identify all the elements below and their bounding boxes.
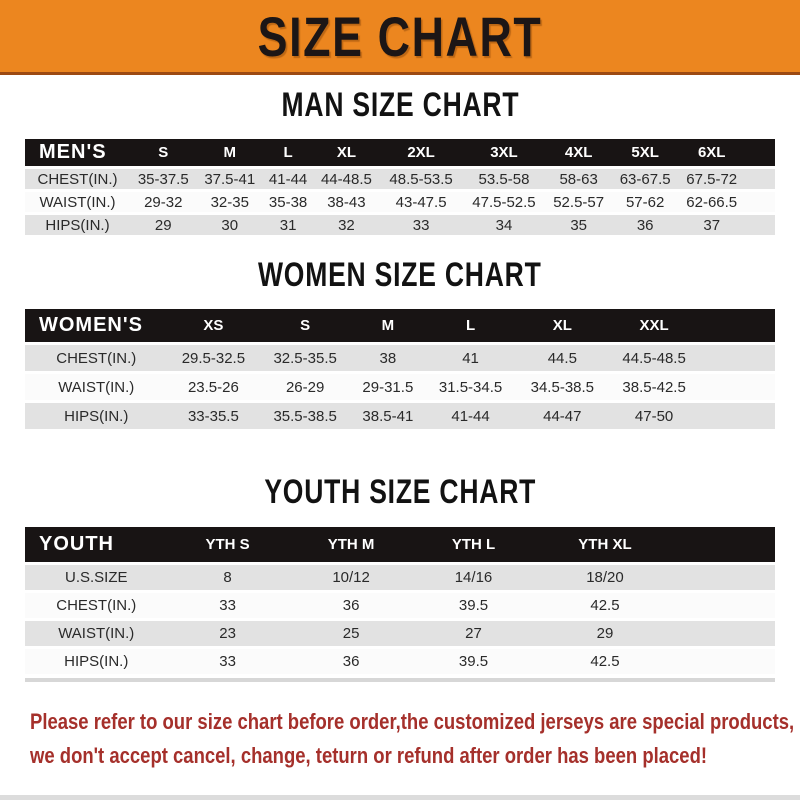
size-value: 23.5-26 (168, 374, 260, 400)
row-label: CHEST(IN.) (25, 169, 130, 189)
size-column-header: XL (516, 309, 608, 342)
measurement-row (25, 169, 775, 189)
size-column-header: YTH S (168, 527, 288, 562)
size-value: 47.5-52.5 (463, 192, 546, 212)
size-value: 48.5-53.5 (380, 169, 463, 189)
size-column-header: XL (313, 139, 380, 166)
measurement-row (25, 345, 775, 371)
size-column-header: S (259, 309, 351, 342)
size-value: 39.5 (415, 593, 533, 618)
size-value: 36 (288, 593, 415, 618)
size-value: 67.5-72 (678, 169, 745, 189)
size-value: 38.5-41 (351, 403, 425, 429)
size-value: 32 (313, 215, 380, 235)
row-filler (700, 403, 775, 429)
size-column-header: YTH L (415, 527, 533, 562)
row-filler (678, 649, 776, 674)
row-filler (745, 215, 775, 235)
charts-container (0, 87, 800, 682)
size-column-header: YTH XL (532, 527, 677, 562)
table-closing-bar (25, 678, 775, 682)
table-corner-label: YOUTH (25, 527, 168, 562)
size-value: 14/16 (415, 565, 533, 590)
disclaimer-line-2 (30, 740, 800, 774)
measurement-row (25, 192, 775, 212)
women-section-heading-text: WOMEN SIZE CHART (258, 256, 542, 294)
row-label: HIPS(IN.) (25, 215, 130, 235)
section-women (0, 257, 800, 432)
size-value: 30 (197, 215, 264, 235)
size-value: 26-29 (259, 374, 351, 400)
banner-title: SIZE CHART (257, 4, 543, 68)
size-value: 37.5-41 (197, 169, 264, 189)
size-value: 41-44 (263, 169, 313, 189)
table-header-row (25, 527, 775, 562)
row-filler (745, 169, 775, 189)
measurement-row (25, 621, 775, 646)
size-value: 62-66.5 (678, 192, 745, 212)
women-size-table (25, 306, 775, 432)
size-column-header: L (425, 309, 517, 342)
disclaimer (0, 706, 800, 774)
men-size-table (25, 136, 775, 238)
size-value: 31 (263, 215, 313, 235)
row-filler (700, 374, 775, 400)
section-men (0, 87, 800, 238)
size-value: 41-44 (425, 403, 517, 429)
row-label: WAIST(IN.) (25, 374, 168, 400)
measurement-row (25, 593, 775, 618)
size-value: 33 (168, 593, 288, 618)
size-value: 35-38 (263, 192, 313, 212)
women-section-heading (0, 257, 800, 293)
size-value: 33 (168, 649, 288, 674)
disclaimer-line-1 (30, 706, 800, 740)
size-value: 53.5-58 (463, 169, 546, 189)
size-value: 34 (463, 215, 546, 235)
size-column-header: XXL (608, 309, 700, 342)
size-value: 32.5-35.5 (259, 345, 351, 371)
row-label: HIPS(IN.) (25, 649, 168, 674)
section-youth (0, 474, 800, 682)
row-filler (678, 593, 776, 618)
youth-section-heading (0, 474, 800, 510)
header-filler (678, 527, 776, 562)
size-column-header: 6XL (678, 139, 745, 166)
measurement-row (25, 403, 775, 429)
table-corner-label: WOMEN'S (25, 309, 168, 342)
youth-section-heading-text: YOUTH SIZE CHART (264, 473, 536, 511)
size-value: 10/12 (288, 565, 415, 590)
size-value: 33-35.5 (168, 403, 260, 429)
size-column-header: 4XL (545, 139, 612, 166)
size-value: 44-48.5 (313, 169, 380, 189)
size-value: 38.5-42.5 (608, 374, 700, 400)
size-value: 44.5-48.5 (608, 345, 700, 371)
size-column-header: XS (168, 309, 260, 342)
measurement-row (25, 374, 775, 400)
size-value: 33 (380, 215, 463, 235)
size-value: 38-43 (313, 192, 380, 212)
size-value: 32-35 (197, 192, 264, 212)
size-value: 34.5-38.5 (516, 374, 608, 400)
size-value: 29-32 (130, 192, 197, 212)
size-value: 41 (425, 345, 517, 371)
size-column-header: M (197, 139, 264, 166)
disclaimer-line-1-text: Please refer to our size chart before order,the customized jerseys are special products, (30, 709, 795, 734)
size-value: 35-37.5 (130, 169, 197, 189)
size-value: 42.5 (532, 649, 677, 674)
row-filler (678, 621, 776, 646)
size-value: 35 (545, 215, 612, 235)
measurement-row (25, 649, 775, 674)
size-value: 8 (168, 565, 288, 590)
size-value: 36 (288, 649, 415, 674)
row-label: CHEST(IN.) (25, 345, 168, 371)
size-column-header: 2XL (380, 139, 463, 166)
table-header-row (25, 139, 775, 166)
size-value: 31.5-34.5 (425, 374, 517, 400)
size-value: 44.5 (516, 345, 608, 371)
table-corner-label: MEN'S (25, 139, 130, 166)
size-value: 37 (678, 215, 745, 235)
size-value: 44-47 (516, 403, 608, 429)
row-label: CHEST(IN.) (25, 593, 168, 618)
size-value: 29 (130, 215, 197, 235)
men-section-heading-text: MAN SIZE CHART (281, 86, 519, 124)
row-label: HIPS(IN.) (25, 403, 168, 429)
size-value: 42.5 (532, 593, 677, 618)
header-filler (745, 139, 775, 166)
size-value: 39.5 (415, 649, 533, 674)
size-value: 38 (351, 345, 425, 371)
banner (0, 0, 800, 75)
size-value: 29 (532, 621, 677, 646)
size-column-header: S (130, 139, 197, 166)
row-label: WAIST(IN.) (25, 192, 130, 212)
measurement-row (25, 565, 775, 590)
size-value: 58-63 (545, 169, 612, 189)
youth-size-table (25, 524, 775, 677)
row-label: U.S.SIZE (25, 565, 168, 590)
row-filler (678, 565, 776, 590)
row-filler (745, 192, 775, 212)
disclaimer-line-2-text: we don't accept cancel, change, teturn or refund after order has been placed! (30, 743, 708, 768)
size-column-header: 5XL (612, 139, 679, 166)
size-value: 52.5-57 (545, 192, 612, 212)
header-filler (700, 309, 775, 342)
men-section-heading (0, 87, 800, 123)
size-column-header: YTH M (288, 527, 415, 562)
size-value: 18/20 (532, 565, 677, 590)
size-value: 29.5-32.5 (168, 345, 260, 371)
size-value: 63-67.5 (612, 169, 679, 189)
size-column-header: L (263, 139, 313, 166)
size-value: 23 (168, 621, 288, 646)
size-value: 25 (288, 621, 415, 646)
row-label: WAIST(IN.) (25, 621, 168, 646)
size-value: 27 (415, 621, 533, 646)
size-column-header: 3XL (463, 139, 546, 166)
size-value: 43-47.5 (380, 192, 463, 212)
table-header-row (25, 309, 775, 342)
size-column-header: M (351, 309, 425, 342)
size-value: 57-62 (612, 192, 679, 212)
bottom-strip (0, 795, 800, 800)
measurement-row (25, 215, 775, 235)
row-filler (700, 345, 775, 371)
size-value: 36 (612, 215, 679, 235)
size-value: 35.5-38.5 (259, 403, 351, 429)
size-value: 29-31.5 (351, 374, 425, 400)
size-value: 47-50 (608, 403, 700, 429)
